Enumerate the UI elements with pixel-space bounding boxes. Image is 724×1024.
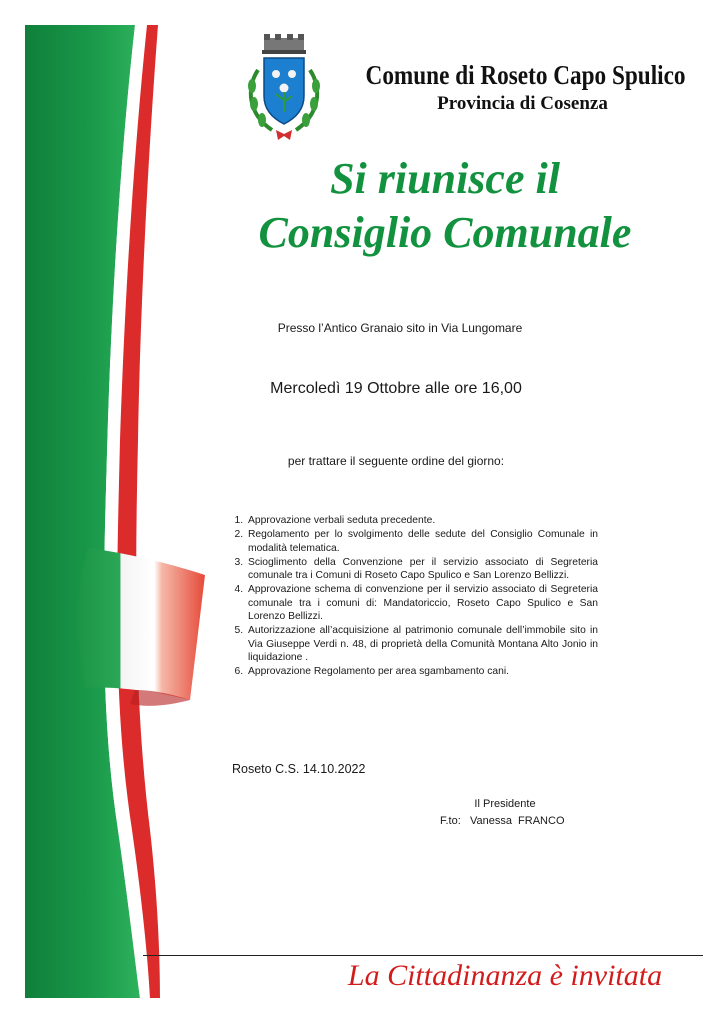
agenda-list [230, 514, 598, 680]
agenda-item: 2. Regolamento per lo svolgimento delle sedute del Consiglio Comunale in modalità telematica. [246, 528, 598, 555]
footer-invitation: La Cittadinanza è invitata [347, 959, 663, 992]
president-signature: F.to: Vanessa FRANCO [440, 815, 565, 827]
place-and-date: Roseto C.S. 14.10.2022 [232, 762, 366, 776]
footer-divider [143, 955, 703, 956]
agenda-item: 3. Scioglimento della Convenzione per il servizio associato di Segreteria comunale tra i Comuni di Roseto Capo Spulico e San Lorenzo Bellizzi. [246, 556, 598, 583]
agenda-item: 4. Approvazione schema di convenzione per il servizio associato di Segreteria comunale tra i comuni di: Mandatoriccio, Roseto Capo Spulico e San Lorenzo Bellizzi. [246, 583, 598, 623]
municipality-name: Comune di Roseto Capo Spulico [365, 60, 686, 90]
headline-line-1: Si riunisce il [330, 154, 560, 203]
agenda-intro: per trattare il seguente ordine del giorno: [287, 454, 505, 468]
agenda-item: 6. Approvazione Regolamento per area sgambamento cani. [246, 665, 598, 678]
meeting-venue: Presso l’Antico Granaio sito in Via Lungomare [277, 321, 523, 335]
province-name: Provincia di Cosenza [437, 93, 608, 114]
agenda-item: 1. Approvazione verbali seduta precedente. [246, 514, 598, 527]
headline [190, 152, 700, 260]
headline-line-2: Consiglio Comunale [258, 208, 632, 257]
president-role: Il Presidente [474, 798, 536, 810]
coat-of-arms-icon [232, 30, 336, 146]
meeting-datetime: Mercoledì 19 Ottobre alle ore 16,00 [270, 380, 522, 397]
agenda-item: 5. Autorizzazione all’acquisizione al patrimonio comunale dell’immobile sito in Via Giuseppe Verdi n. 48, di proprietà della Comunità Montana Alto Jonio in liquidazione . [246, 624, 598, 664]
